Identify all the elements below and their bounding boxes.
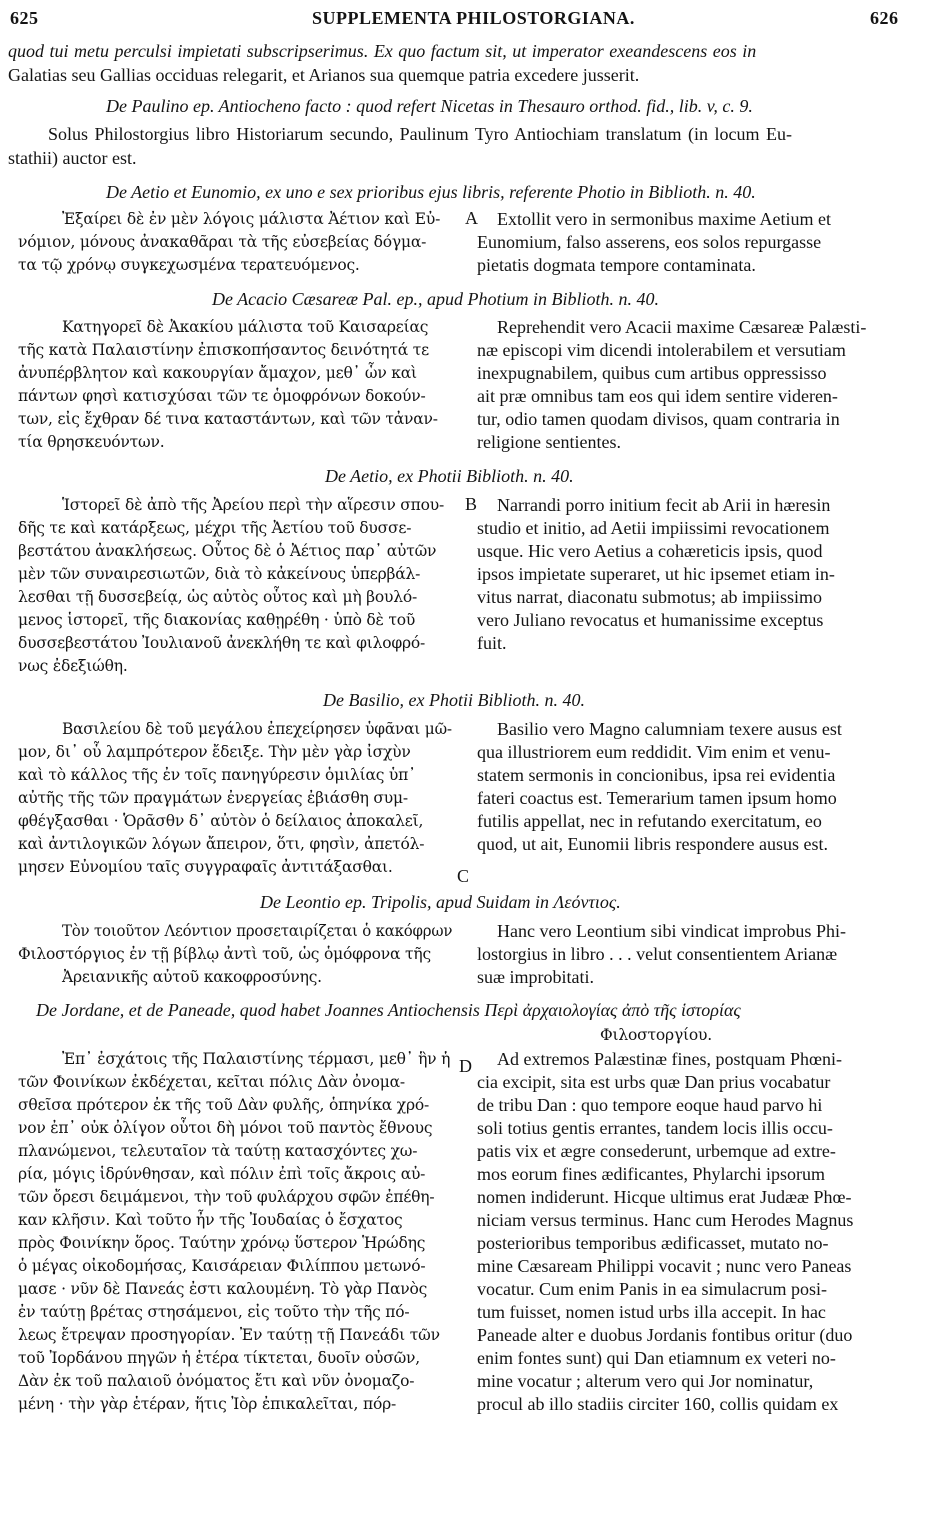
greek-line: νόμιον, μόνους ἀνακαθᾶραι τὰ τῆς εὐσεβείας δόγμα- <box>18 233 427 251</box>
heading-aetio: De Aetio, ex Photii Biblioth. n. 40. <box>325 466 574 486</box>
latin-line: vero Juliano revocatus et humanissime exceptus <box>477 610 824 630</box>
greek-line: μον, δι᾽ οὗ λαμπρότερον ἔδειξε. Τὴν μὲν γὰρ ἰσχὺν <box>18 743 411 761</box>
latin-line: Narrandi porro initium fecit ab Arii in hæresin <box>497 495 831 515</box>
latin-line: mine vocatur ; alterum vero qui Jor nominatur, <box>477 1371 814 1391</box>
greek-line: ἀνυπέρβλητον καὶ κακουργίαν ἄμαχον, μεθ᾽ ὧν καὶ <box>18 364 417 382</box>
greek-line: Ἀρειανικῆς αὐτοῦ κακοφροσύνης. <box>62 968 322 986</box>
greek-line: καὶ τὸ κάλλος τῆς ἐν τοῖς πανηγύρεσιν ὁμιλίας ὑπ᾽ <box>18 766 416 784</box>
margin-marker-d: D <box>459 1056 472 1076</box>
greek-line: τα τῷ χρόνῳ συγκεχωσμένα τερατευόμενος. <box>18 256 360 274</box>
latin-line: Extollit vero in sermonibus maxime Aetium et <box>497 209 831 229</box>
greek-line: λεσθαι τῇ δυσσεβείᾳ, ὡς αὐτὸς οὗτος καὶ μὴ βουλό- <box>18 588 418 606</box>
running-title: SUPPLEMENTA PHILOSTORGIANA. <box>312 8 635 28</box>
latin-line: Basilio vero Magno calumniam texere ausus est <box>497 719 842 739</box>
greek-line: Τὸν τοιοῦτον Λεόντιον προσεταιρίζεται ὁ κακόφρων <box>62 922 453 940</box>
greek-line: ὁ μέγας οἰκοδομήσας, Καισάρειαν Φιλίππου μετωνό- <box>18 1257 426 1275</box>
greek-line: νον ἐπ᾽ οὐκ ὀλίγον οὗτοι δὴ μόνοι τοῦ παντὸς ἔθνους <box>18 1119 433 1137</box>
greek-line: Φιλοστόργιος ἐν τῇ βίβλῳ ἀντὶ τοῦ, ὡς ὁμόφρονα τῆς <box>18 945 431 963</box>
greek-line: τῶν ὄρεσι δειμάμενοι, τὴν τοῦ φυλάρχου σφῶν ἐπέθη- <box>18 1188 435 1206</box>
latin-line: ipsos impietate superaret, ut hic ipsemet etiam in- <box>477 564 835 584</box>
greek-line: βεστάτου ἀνακλήσεως. Οὗτος δὲ ὁ Ἀέτιος παρ᾽ αὐτῶν <box>18 542 437 560</box>
latin-line: mos eorum fines ædificantes, Phylarchi ipsorum <box>477 1164 825 1184</box>
latin-line: statem sermonis in concionibus, ipsa rei evidentia <box>477 765 836 785</box>
latin-line: studio et initio, ad Aetii impiissimi revocationem <box>477 518 830 538</box>
latin-line: nomen indiderunt. Hicque ultimus erat Judææ Phœ- <box>477 1187 852 1207</box>
latin-line: posterioribus temporibus ædificasset, mutato no- <box>477 1233 829 1253</box>
greek-line: τοῦ Ἰορδάνου πηγῶν ἡ ἑτέρα τίκτεται, δυοῖν οὐσῶν, <box>18 1349 421 1367</box>
latin-line: ait præ omnibus tam eos qui idem sentire videren- <box>477 386 838 406</box>
latin-line: soli totius gentis errantes, tandem locis illis occu- <box>477 1118 833 1138</box>
greek-line: των, εἰς ἔχθραν δέ τινα καταστάντων, καὶ τῶν τἀναν- <box>18 410 438 428</box>
latin-line: religione sentientes. <box>477 432 621 452</box>
greek-line: πρὸς Φοινίκην ὅρος. Ταύτην χρόνῳ ὕστερον Ἡρώδης <box>18 1234 426 1252</box>
greek-line: μησεν Εὐνομίου ταῖς συγγραφαῖς ἀντιτάξασθαι. <box>18 858 393 876</box>
latin-line: suæ improbitati. <box>477 967 594 987</box>
latin-line: tum fuisset, nomen istud urbs illa accepit. In hac <box>477 1302 826 1322</box>
greek-line: μασε · νῦν δὲ Πανεάς ἐστι καλουμένη. Τὸ γὰρ Πανὸς <box>18 1280 428 1298</box>
greek-line: τῶν Φοινίκων ἐκδέχεται, κεῖται πόλις Δὰν ὀνομα- <box>18 1073 405 1091</box>
latin-line: vitus narrat, diaconatu submotus; ab impiissimo <box>477 587 822 607</box>
latin-line: mine Cæsaream Philippi vocavit ; nunc vero Paneas <box>477 1256 852 1276</box>
greek-line: μένη · τὴν γὰρ ἑτέραν, ἥτις Ἰὸρ ἐπικαλεῖται, πόρ- <box>18 1395 397 1413</box>
latin-line: vocatur. Cum enim Panis in ea simulacrum posi- <box>477 1279 827 1299</box>
greek-line: Ἱστορεῖ δὲ ἀπὸ τῆς Ἀρείου περὶ τὴν αἵρεσιν σπου- <box>62 496 445 514</box>
greek-line: Κατηγορεῖ δὲ Ἀκακίου μάλιστα τοῦ Καισαρείας <box>62 318 429 336</box>
greek-line: ρία, μόγις ἱδρύνθησαν, καὶ πόλιν ἐπὶ τοῖς ἄκροις αὐ- <box>18 1165 426 1183</box>
latin-line: quod, ut ait, Eunomii libris respondere ausus est. <box>477 834 828 854</box>
greek-line: τία θρησκευόντων. <box>18 433 165 451</box>
latin-line: inexpugnabilem, quibus cum artibus oppressisso <box>477 363 827 383</box>
latin-line: niciam versus terminus. Hanc cum Herodes Magnus <box>477 1210 854 1230</box>
latin-line: Paneade alter e duobus Jordanis fontibus oritur (duo <box>477 1325 853 1345</box>
latin-line: næ episcopi vim dicendi intolerabilem et versutiam <box>477 340 846 360</box>
heading-acacio: De Acacio Cæsareæ Pal. ep., apud Photium in Biblioth. n. 40. <box>212 289 659 309</box>
latin-line: qua illustriorem eum reddidit. Vim enim et venu- <box>477 742 831 762</box>
margin-marker-c: C <box>457 866 470 886</box>
heading-jordane: De Jordane, et de Paneade, quod habet Joannes Antiochensis Περὶ ἀρχαιολογίας ἀπὸ τῆς ἱστορίας <box>36 1000 741 1020</box>
latin-line: Hanc vero Leontium sibi vindicat improbus Phi- <box>497 921 846 941</box>
greek-line: νως ἐδεξιώθη. <box>18 657 128 675</box>
latin-line: Reprehendit vero Acacii maxime Cæsareæ Palæsti- <box>497 317 867 337</box>
latin-line: tur, odio tamen quodam divisos, quam contraria in <box>477 409 840 429</box>
latin-line: pietatis dogmata tempore contaminata. <box>477 255 756 275</box>
latin-line: usque. Hic vero Aetius a cohæreticis ipsis, quod <box>477 541 823 561</box>
greek-line: μὲν τῶν συναιρεσιωτῶν, διὰ τὸ κἀκείνους ὑπερβάλ- <box>18 565 421 583</box>
latin-line: fuit. <box>477 633 507 653</box>
latin-line: patis vix et ægre consederunt, urbemque ad extre- <box>477 1141 836 1161</box>
greek-line: ἐν ταύτῃ βρέτας στησάμενοι, εἰς τοῦτο τὴν τῆς πό- <box>18 1303 410 1321</box>
margin-marker-a: A <box>465 208 478 228</box>
heading-jordane-continuation: Φιλοστοργίου. <box>600 1026 712 1044</box>
paulino-line-2: stathii) auctor est. <box>8 148 137 168</box>
intro-line-2: Galatias seu Gallias occiduas relegarit, et Arianos sua quemque patria excedere jusserit. <box>8 65 640 85</box>
greek-line: Δὰν ἐκ τοῦ παλαιοῦ ὀνόματος ἔτι καὶ νῦν ὀνομαζο- <box>18 1372 415 1390</box>
greek-line: δυσσεβεστάτου Ἰουλιανοῦ ἀνεκλήθη τε καὶ φιλοφρό- <box>18 634 426 652</box>
greek-line: Ἐξαίρει δὲ ἐν μὲν λόγοις μάλιστα Ἀέτιον καὶ Εὐ- <box>62 210 441 228</box>
latin-line: enim fontes sunt) qui Dan etiamnum ex veteri no- <box>477 1348 836 1368</box>
greek-line: σθεῖσα πρότερον ἐκ τῆς τοῦ Δὰν φυλῆς, ὁπηνίκα χρό- <box>18 1096 430 1114</box>
latin-line: lostorgius in libro . . . velut consentientem Arianæ <box>477 944 838 964</box>
heading-leontio: De Leontio ep. Tripolis, apud Suidam in Λεόντιος. <box>260 892 621 912</box>
greek-line: καὶ ἀντιλογικῶν λόγων ἄπειρον, ὅτι, φησὶν, ἀπετόλ- <box>18 835 425 853</box>
paulino-line-1: Solus Philostorgius libro Historiarum secundo, Paulinum Tyro Antiochiam translatum (in locum Eu- <box>48 124 793 144</box>
greek-line: φθέγξασθαι · Ὁρᾶσθν δ᾽ αὐτὸν ὁ δείλαιος ἀποκαλεῖ, <box>18 812 424 830</box>
latin-line: Ad extremos Palæstinæ fines, postquam Phœni- <box>497 1049 842 1069</box>
heading-basilio: De Basilio, ex Photii Biblioth. n. 40. <box>323 690 585 710</box>
greek-line: λεως ἔτρεψαν προσηγορίαν. Ἐν ταύτῃ τῇ Πανεάδι τῶν <box>18 1326 440 1344</box>
greek-line: πλανώμενοι, τελευταῖον τὰ ταύτῃ κατασχόντες χω- <box>18 1142 418 1160</box>
latin-line: de tribu Dan : quo tempore eoque haud parvo hi <box>477 1095 823 1115</box>
heading-paulino: De Paulino ep. Antiocheno facto : quod refert Nicetas in Thesauro orthod. fid., lib. v, c. 9. <box>106 96 753 116</box>
page-number-left: 625 <box>10 8 39 28</box>
greek-line: πάντων φησὶ κατισχύσαι τῶν τε ὁμοφρόνων δοκούν- <box>18 387 426 405</box>
heading-aetio-eunomio: De Aetio et Eunomio, ex uno e sex prioribus ejus libris, referente Photio in Biblioth. n. 40. <box>106 182 756 202</box>
margin-marker-b: B <box>465 494 478 514</box>
greek-line: καν κλῆσιν. Καὶ τοῦτο ἦν τῆς Ἰουδαίας ὁ ἔσχατος <box>18 1211 403 1229</box>
latin-line: fateri coactus est. Temerarium tamen ipsum homo <box>477 788 837 808</box>
greek-line: μενος ἱστορεῖ, τῆς διακονίας καθῃρέθη · ὑπὸ δὲ τοῦ <box>18 611 416 629</box>
latin-line: cia excipit, sita est urbs quæ Dan prius vocabatur <box>477 1072 831 1092</box>
latin-line: Eunomium, falso asserens, eos solos repurgasse <box>477 232 822 252</box>
intro-line-1: quod tui metu perculsi impietati subscripserimus. Ex quo factum sit, ut imperator exeandescens eos in <box>8 41 757 61</box>
greek-line: τῆς κατὰ Παλαιστίνην ἐπισκοπήσαντος δεινότητά τε <box>18 341 429 359</box>
greek-line: Βασιλείου δὲ τοῦ μεγάλου ἐπεχείρησεν ὑφᾶναι μῶ- <box>62 720 452 738</box>
page-number-right: 626 <box>870 8 899 28</box>
greek-line: δῆς τε καὶ κατάρξεως, μέχρι τῆς Ἀετίου τοῦ δυσσε- <box>18 519 412 537</box>
latin-line: procul ab illo stadiis circiter 160, collis quidam ex <box>477 1394 839 1414</box>
greek-line: Ἐπ᾽ ἐσχάτοις τῆς Παλαιστίνης τέρμασι, μεθ᾽ ἣν ἡ <box>62 1050 451 1068</box>
latin-line: futilis appellat, nec in refutando exercitatum, eo <box>477 811 822 831</box>
greek-line: αὐτῆς τῆς τῶν πραγμάτων ἐνεργείας ἐβιάσθη συμ- <box>18 789 408 807</box>
